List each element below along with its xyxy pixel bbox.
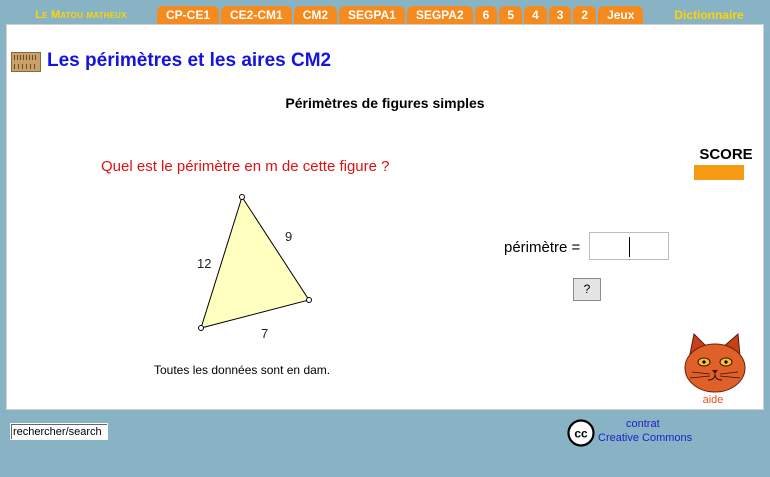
vertex-top bbox=[240, 195, 245, 200]
page-title: Les périmètres et les aires CM2 bbox=[47, 50, 332, 71]
tab-4[interactable]: 4 bbox=[524, 6, 547, 24]
ruler-icon bbox=[11, 52, 41, 72]
exercise-subtitle: Périmètres de figures simples bbox=[285, 95, 485, 111]
top-navigation-bar bbox=[0, 0, 770, 24]
score-bar bbox=[694, 165, 744, 180]
tab-segpa1[interactable]: SEGPA1 bbox=[339, 6, 405, 24]
score-label: SCORE bbox=[699, 146, 753, 163]
tab-5[interactable]: 5 bbox=[499, 6, 522, 24]
side-bottom-label: 7 bbox=[261, 326, 269, 340]
tab-6[interactable]: 6 bbox=[475, 6, 498, 24]
svg-text:cc: cc bbox=[574, 426, 588, 441]
creative-commons-icon[interactable] bbox=[567, 419, 595, 447]
side-left-label: 12 bbox=[197, 256, 212, 271]
level-tabs bbox=[157, 6, 645, 24]
dictionary-link[interactable]: Dictionnaire bbox=[674, 8, 744, 22]
text-caret bbox=[629, 237, 630, 257]
exercise-panel bbox=[6, 24, 764, 410]
brand-link[interactable]: Le Matou matheux bbox=[35, 9, 127, 21]
tab-cp-ce1[interactable]: CP-CE1 bbox=[157, 6, 219, 24]
license-link-creative-commons[interactable]: Creative Commons bbox=[598, 432, 693, 444]
tab-2[interactable]: 2 bbox=[573, 6, 596, 24]
perimeter-label: périmètre = bbox=[504, 239, 581, 256]
triangle-figure bbox=[190, 190, 330, 340]
search-input[interactable] bbox=[10, 423, 108, 440]
vertex-right bbox=[307, 298, 312, 303]
cat-help-icon[interactable] bbox=[680, 332, 750, 394]
tab-cm2[interactable]: CM2 bbox=[294, 6, 337, 24]
tab-3[interactable]: 3 bbox=[549, 6, 572, 24]
tab-segpa2[interactable]: SEGPA2 bbox=[407, 6, 473, 24]
help-label[interactable]: aide bbox=[702, 394, 724, 406]
license-link-contract[interactable]: contrat bbox=[626, 418, 660, 430]
tab-jeux[interactable]: Jeux bbox=[598, 6, 643, 24]
side-right-label: 9 bbox=[285, 229, 293, 244]
triangle-shape bbox=[201, 197, 309, 328]
tab-ce2-cm1[interactable]: CE2-CM1 bbox=[221, 6, 292, 24]
check-answer-button[interactable]: ? bbox=[573, 278, 601, 301]
units-note: Toutes les données sont en dam. bbox=[154, 363, 331, 377]
question-text: Quel est le périmètre en m de cette figure ? bbox=[101, 158, 390, 175]
vertex-bottom-left bbox=[199, 326, 204, 331]
